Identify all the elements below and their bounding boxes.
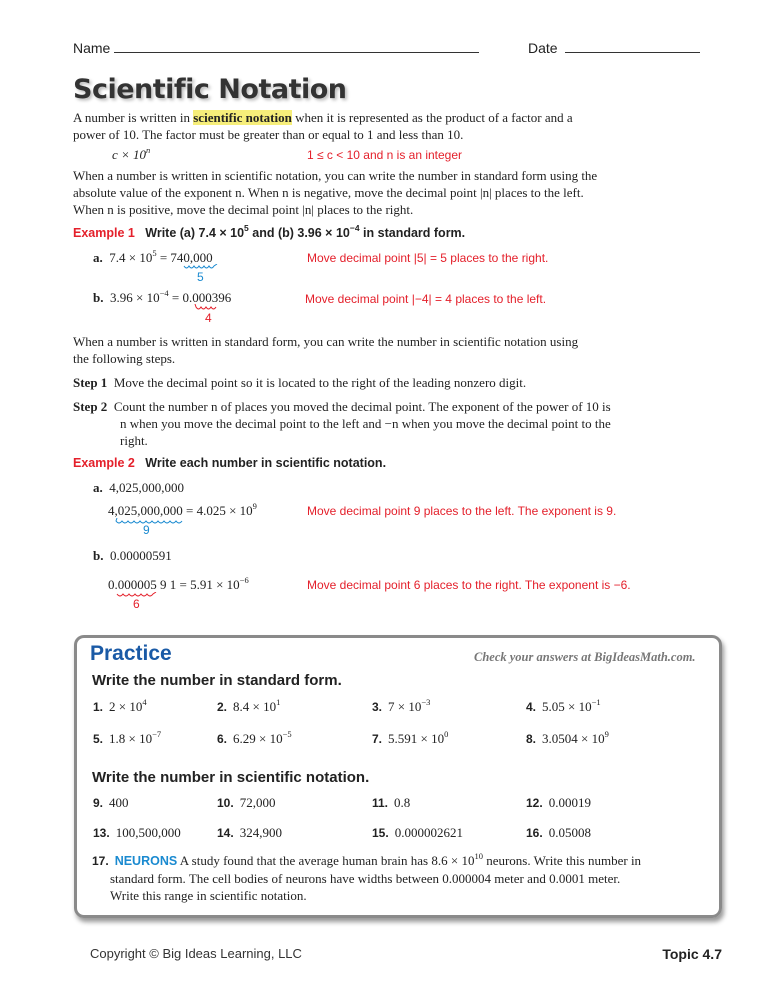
exercise-item: [93, 731, 161, 747]
example2-heading: Example 2 Write each number in scientific notation.: [73, 456, 387, 470]
exercise-item: [217, 699, 280, 715]
exercise-17: 17. NEURONS A study found that the average human brain has $8.6 \times 10^{10}$ neurons. Write this number in standard form. The cell bodies of neurons have widths between 0.000004 meter and 0.0001 meter. Write this range in scientific notation.: [92, 851, 642, 903]
exercise-number: 1.: [93, 700, 104, 714]
example2-b-work: 0.000005 9 $1 = 5.91 \times 10^{-6}$: [108, 575, 249, 592]
name-label: Name: [73, 40, 111, 56]
example1-a: a. $7.4 \times 10^5 = 740,000$: [93, 248, 213, 265]
move-count: 9: [143, 523, 150, 537]
exercise-item: [526, 731, 609, 747]
exercise-value: 2 × 10: [109, 699, 143, 714]
steps-intro: When a number is written in standard form, you can write the number in scientific notation using the following steps.: [73, 334, 579, 366]
section-standard-form: Write the number in standard form.: [92, 672, 342, 689]
exercise-item: [526, 795, 591, 811]
exercise-item: [93, 825, 181, 841]
move-count: 4: [205, 311, 212, 325]
exercise-number: 4.: [526, 700, 537, 714]
exercise-number: 2.: [217, 700, 228, 714]
exercise-number: 5.: [93, 732, 104, 746]
exercise-value: 1.8 × 10: [109, 731, 153, 746]
exercise-item: [217, 795, 275, 811]
exercise-number: 15.: [372, 826, 389, 840]
page-title: Scientific Notation: [73, 74, 347, 105]
exercise-item: [372, 825, 463, 841]
exercise-number: 9.: [93, 796, 104, 810]
step-2: Step 2 Count the number n of places you moved the decimal point. The exponent of the power of 10 is n when you move the decimal point to the left and −n when you move the decimal point to the right.: [73, 399, 611, 448]
move-count: 6: [133, 597, 140, 611]
exercise-item: [526, 699, 601, 715]
exercise-value: 6.29 × 10: [233, 731, 283, 746]
exercise-value: 0.000002621: [394, 825, 463, 840]
exercise-number: 3.: [372, 700, 383, 714]
example1-b: b. $3.96 \times 10^{-4} = 0.000396$: [93, 288, 232, 305]
exercise-number: 13.: [93, 826, 110, 840]
exercise-number: 12.: [526, 796, 543, 810]
exercise-value: 100,500,000: [115, 825, 181, 840]
check-answers-link[interactable]: Check your answers at BigIdeasMath.com.: [474, 650, 696, 664]
exercise-value: 324,900: [239, 825, 282, 840]
exercise-item: [93, 699, 147, 715]
example1-b-note: Move decimal point |−4| = 4 places to the left.: [305, 292, 547, 306]
date-field[interactable]: [528, 40, 700, 56]
exercise-value: 5.05 × 10: [542, 699, 592, 714]
formula-condition: 1 ≤ c < 10 and n is an integer: [307, 148, 463, 162]
example1-a-note: Move decimal point |5| = 5 places to the right.: [307, 251, 549, 265]
exponent: 1: [276, 697, 281, 707]
exercise-value: 8.4 × 10: [233, 699, 277, 714]
exercise-item: [372, 795, 410, 811]
formula: $c \times 10^n$: [112, 145, 151, 162]
exercise-value: 400: [109, 795, 129, 810]
intro-paragraph: A number is written in scientific notation when it is represented as the product of a factor and a power of 10. The factor must be greater than or equal to 1 and less than 10.: [73, 110, 573, 142]
exponent: 9: [604, 729, 609, 739]
example2-b-note: Move decimal point 6 places to the right. The exponent is −6.: [307, 578, 631, 592]
date-label: Date: [528, 40, 558, 56]
exercise-value: 0.00019: [548, 795, 591, 810]
exercise-number: 14.: [217, 826, 234, 840]
copyright: Copyright © Big Ideas Learning, LLC: [90, 946, 302, 961]
exercise-item: [526, 825, 591, 841]
example2-a-work: $4,025,000,000 = 4.025 \times 10^9$: [108, 501, 257, 518]
exponent: 4: [142, 697, 147, 707]
exercise-item: [372, 731, 448, 747]
exercise-number: 6.: [217, 732, 228, 746]
exercise-value: 0.05008: [548, 825, 591, 840]
exercise-value: 72,000: [239, 795, 276, 810]
exercise-item: [93, 795, 129, 811]
exercise-item: [372, 699, 430, 715]
section-scientific-notation: Write the number in scientific notation.: [92, 769, 370, 786]
exercise-value: 5.591 × 10: [388, 731, 445, 746]
standard-form-paragraph: When a number is written in scientific notation, you can write the number in standard form using the absolute value of the exponent n. When n is negative, move the decimal point |n| places to the left. When n is positive, move the decimal point |n| places to the right.: [73, 168, 598, 217]
exercise-value: 7 × 10: [388, 699, 422, 714]
step-1: Step 1 Move the decimal point so it is located to the right of the leading nonzero digit.: [73, 375, 527, 390]
practice-title: Practice: [90, 642, 172, 665]
name-field[interactable]: [73, 40, 479, 56]
example1-heading: Example 1 Write (a) $7.4 \times 10^5$ and (b) $3.96 \times 10^{-4}$ in standard form.: [73, 223, 466, 240]
example2-b: b. 0.00000591: [93, 548, 172, 563]
example2-a-note: Move decimal point 9 places to the left. The exponent is 9.: [307, 504, 617, 518]
exercise-number: 10.: [217, 796, 234, 810]
exercise-value: 0.8: [394, 795, 411, 810]
exponent: −7: [152, 729, 162, 739]
exponent: −3: [421, 697, 431, 707]
exercise-value: 3.0504 × 10: [542, 731, 605, 746]
exponent: −5: [282, 729, 292, 739]
exercise-number: 11.: [372, 796, 389, 810]
move-count: 5: [197, 270, 204, 284]
highlighted-term: scientific notation: [193, 110, 292, 125]
exercise-number: 7.: [372, 732, 383, 746]
exercise-number: 8.: [526, 732, 537, 746]
example2-a: a. 4,025,000,000: [93, 480, 184, 495]
squiggle-arrow-icon: [115, 592, 165, 600]
exponent: 0: [444, 729, 449, 739]
exercise-item: [217, 731, 292, 747]
exponent: −1: [591, 697, 601, 707]
exercise-number: 16.: [526, 826, 543, 840]
exercise-item: [217, 825, 282, 841]
topic-label: Topic 4.7: [662, 946, 722, 962]
squiggle-arrow-icon: [114, 518, 186, 526]
